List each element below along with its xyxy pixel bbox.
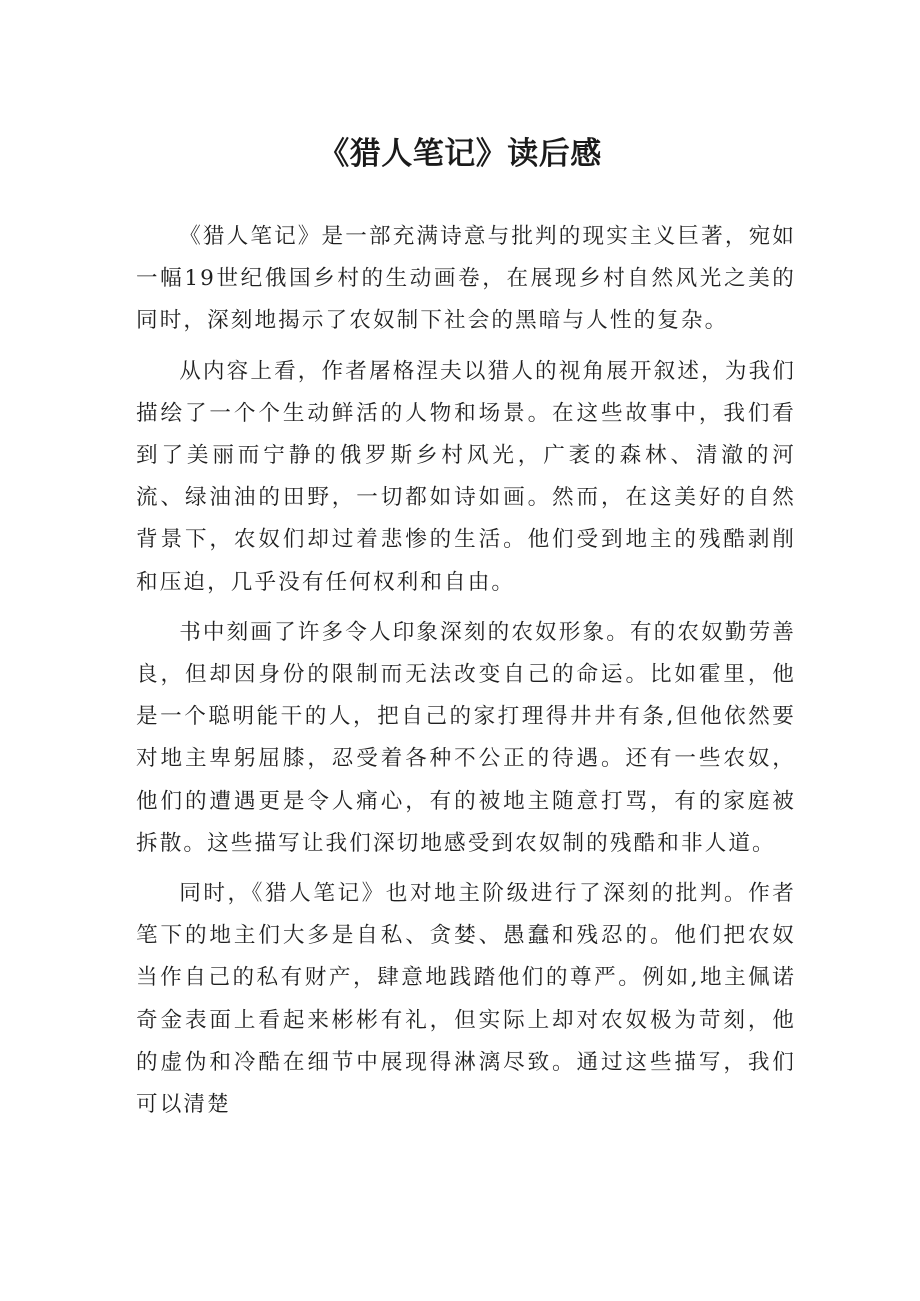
paragraph: 从内容上看，作者屠格涅夫以猎人的视角展开叙述，为我们描绘了一个个生动鲜活的人物和场景。在这些故事中，我们看到了美丽而宁静的俄罗斯乡村风光，广袤的森林、清澈的河流、绿油油的田野，一切都如诗如画。然而，在这美好的自然背景下，农奴们却过着悲惨的生活。他们受到地主的残酷剥削和压迫，几乎没有任何权利和自由。	[136, 358, 796, 595]
paragraph: 《猎人笔记》是一部充满诗意与批判的现实主义巨著，宛如一幅19世纪俄国乡村的生动画卷，在展现乡村自然风光之美的同时，深刻地揭示了农奴制下社会的黑暗与人性的复杂。	[136, 224, 796, 334]
document-body	[136, 216, 796, 1134]
paragraph: 书中刻画了许多令人印象深刻的农奴形象。有的农奴勤劳善良，但却因身份的限制而无法改变自己的命运。比如霍里，他是一个聪明能干的人，把自己的家打理得井井有条,但他依然要对地主卑躬屈膝，忍受着各种不公正的待遇。还有一些农奴，他们的遭遇更是令人痛心，有的被地主随意打骂，有的家庭被拆散。这些描写让我们深切地感受到农奴制的残酷和非人道。	[136, 619, 796, 856]
document-title: 《猎人笔记》读后感	[318, 136, 602, 172]
paragraph: 同时，《猎人笔记》也对地主阶级进行了深刻的批判。作者笔下的地主们大多是自私、贪婪、愚蠢和残忍的。他们把农奴当作自己的私有财产，肆意地践踏他们的尊严。例如,地主佩诺奇金表面上看起来彬彬有礼，但实际上却对农奴极为苛刻，他的虚伪和冷酷在细节中展现得淋漓尽致。通过这些描写，我们可以清楚	[136, 881, 796, 1118]
